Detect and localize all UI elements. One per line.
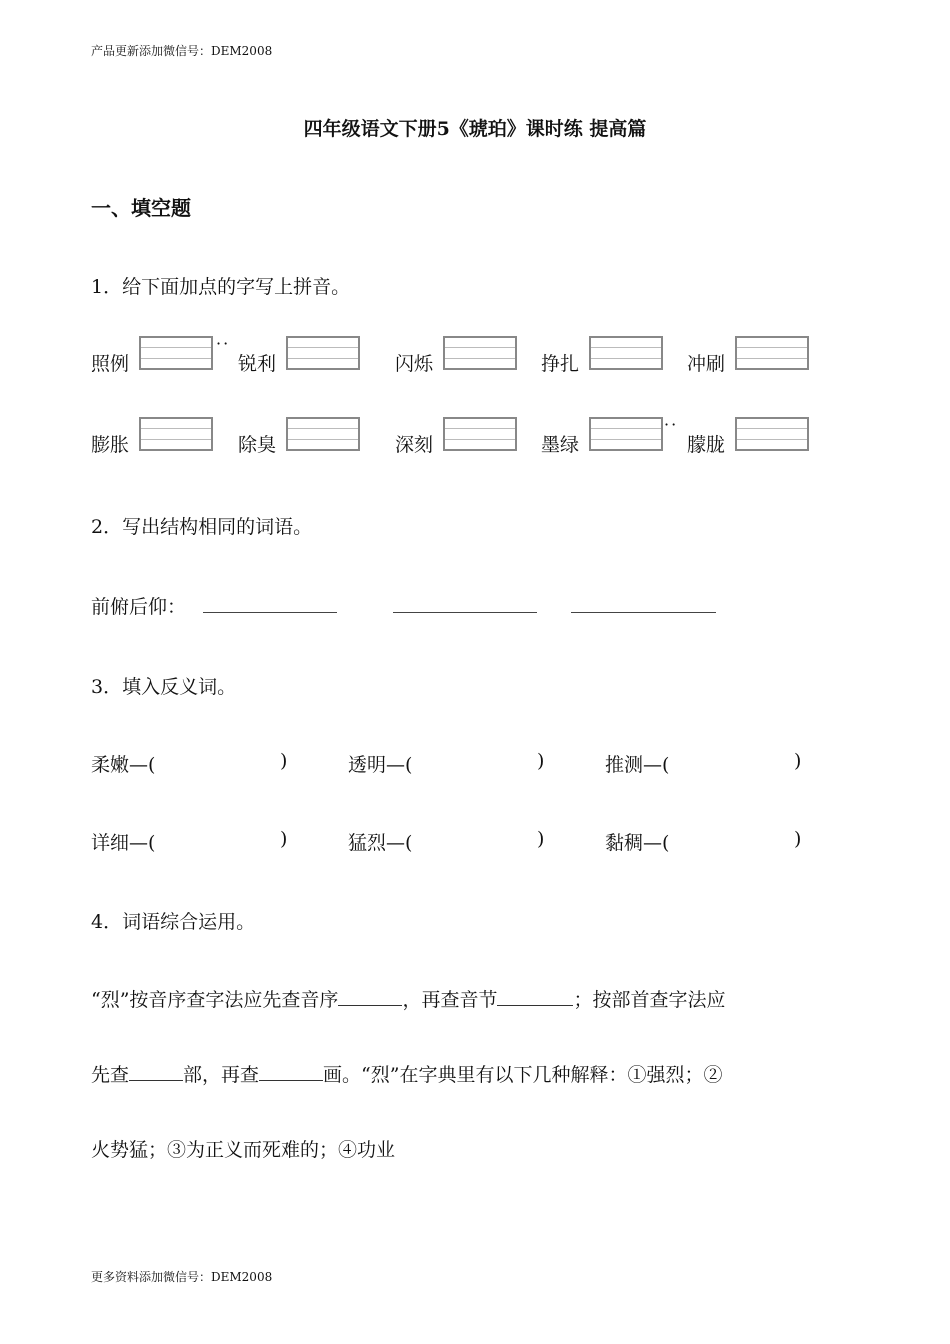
page-title: 四年级语文下册5《琥珀》课时练 提高篇	[303, 118, 647, 140]
q1-word: 除臭	[238, 434, 277, 456]
antonym-item: 柔嫩—(	[91, 754, 156, 776]
answer-blank[interactable]	[497, 987, 573, 1006]
answer-blank[interactable]	[203, 611, 337, 613]
close-paren: )	[794, 750, 802, 772]
pinyin-box[interactable]	[286, 417, 360, 451]
q4-text: 部，再查	[183, 1064, 260, 1086]
close-paren: )	[537, 828, 545, 850]
antonym-item: 详细—(	[91, 832, 156, 854]
question-4-prompt: 4．词语综合运用。	[91, 911, 256, 933]
answer-blank[interactable]	[129, 1062, 183, 1081]
q1-word: 冲刷	[687, 353, 726, 375]
antonym-item: 猛烈—(	[348, 832, 413, 854]
answer-blank[interactable]	[338, 987, 402, 1006]
q1-word: 照例	[91, 353, 130, 375]
page-header: 产品更新添加微信号：DEM2008	[91, 44, 273, 58]
q1-word: 深刻	[395, 434, 434, 456]
q1-word: 闪烁	[395, 353, 434, 375]
q4-text: ，再查音节	[402, 989, 498, 1011]
q4-text: 画。“烈”在字典里有以下几种解释：①强烈；②	[323, 1064, 723, 1086]
pinyin-box[interactable]	[735, 336, 809, 370]
pinyin-box[interactable]	[735, 417, 809, 451]
q4-text: “烈”按音序查字法应先查音序	[91, 989, 339, 1011]
q1-word: 膨胀	[91, 434, 130, 456]
pinyin-box[interactable]	[443, 417, 517, 451]
close-paren: )	[794, 828, 802, 850]
answer-blank[interactable]	[571, 611, 716, 613]
antonym-item: 黏稠—(	[605, 832, 670, 854]
emphasis-dots: ··	[664, 415, 679, 434]
emphasis-dots: ··	[216, 334, 231, 353]
pinyin-box[interactable]	[139, 336, 213, 370]
answer-blank[interactable]	[259, 1062, 323, 1081]
answer-blank[interactable]	[393, 611, 537, 613]
pinyin-box[interactable]	[139, 417, 213, 451]
section-heading-fill-blank: 一、填空题	[91, 196, 191, 220]
q4-line-3: 火势猛；③为正义而死难的；④功业	[91, 1139, 396, 1161]
q2-label: 前俯后仰：	[91, 596, 187, 618]
question-3-prompt: 3．填入反义词。	[91, 676, 237, 698]
q1-word: 墨绿	[541, 434, 580, 456]
q4-text: 先查	[91, 1064, 130, 1086]
page-footer: 更多资料添加微信号：DEM2008	[91, 1270, 273, 1284]
antonym-item: 推测—(	[605, 754, 670, 776]
pinyin-box[interactable]	[443, 336, 517, 370]
close-paren: )	[537, 750, 545, 772]
pinyin-box[interactable]	[286, 336, 360, 370]
q4-text: ；按部首查字法应	[573, 989, 726, 1011]
q1-word: 挣扎	[541, 353, 580, 375]
q4-line-2	[91, 1060, 722, 1087]
q1-word: 锐利	[238, 353, 277, 375]
question-2-prompt: 2．写出结构相同的词语。	[91, 516, 313, 538]
q4-line-1	[91, 985, 725, 1012]
pinyin-box[interactable]	[589, 417, 663, 451]
q1-word: 朦胧	[687, 434, 726, 456]
close-paren: )	[280, 828, 288, 850]
close-paren: )	[280, 750, 288, 772]
question-1-prompt: 1．给下面加点的字写上拼音。	[91, 276, 351, 298]
pinyin-box[interactable]	[589, 336, 663, 370]
antonym-item: 透明—(	[348, 754, 413, 776]
